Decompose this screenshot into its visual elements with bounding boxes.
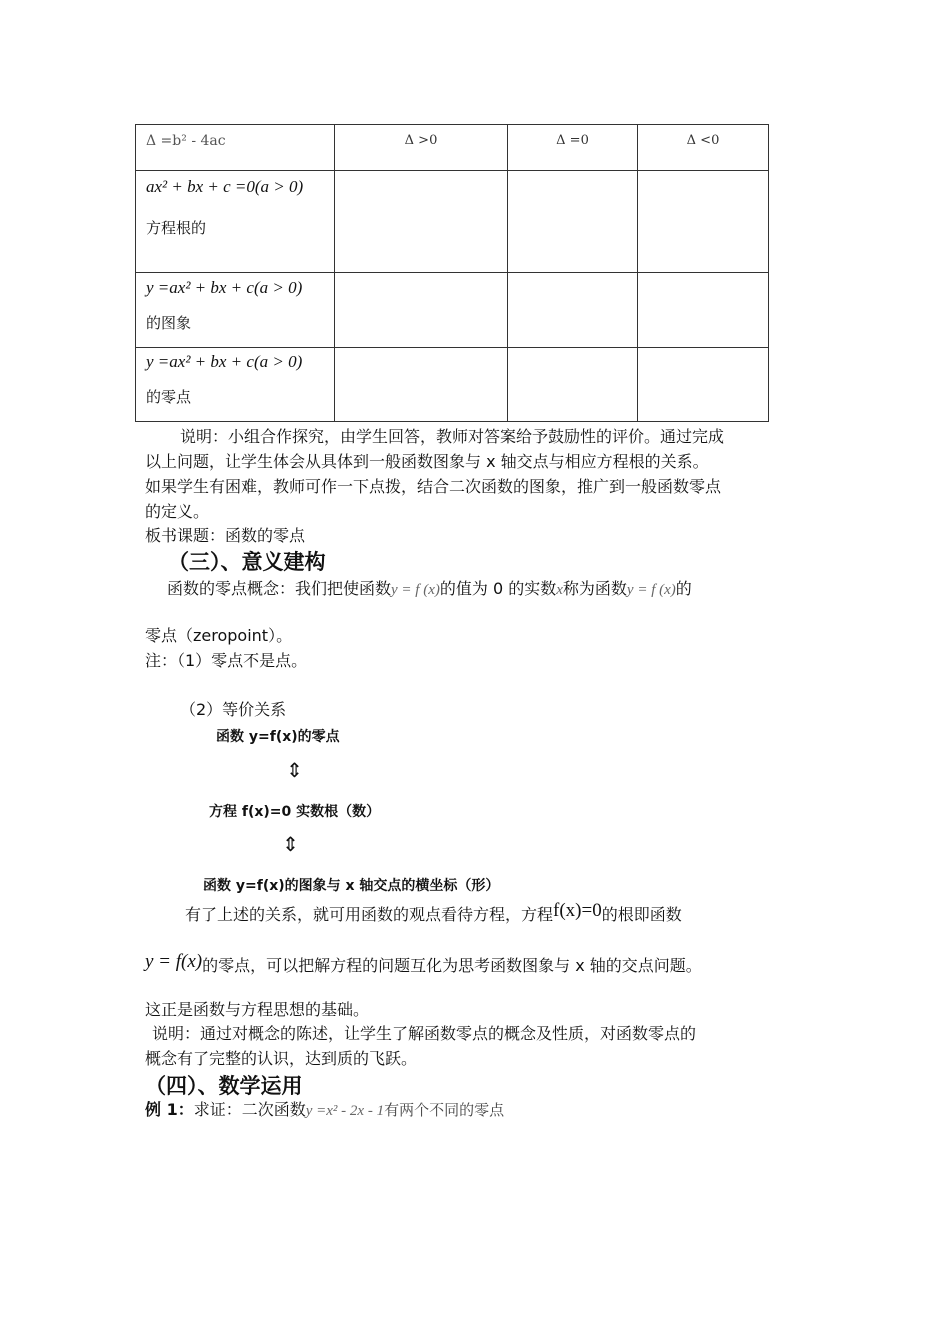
definition-continuation: 零点（zeropoint）。 [145,626,293,645]
definition-variable: x [556,582,563,598]
concept-note-line: 概念有了完整的认识，达到质的飞跃。 [145,1049,418,1068]
header-cell-discriminant [136,125,335,171]
table-row-function-graph [136,273,769,348]
note-paragraph-line: 的定义。 [145,502,210,521]
section-4-heading: （四）、数学运用 [145,1074,303,1098]
example-text: 求证：二次函数 [193,1100,306,1119]
zero-definition [167,577,692,602]
table-cell [335,273,508,348]
board-title: 板书课题：函数的零点 [145,526,306,545]
note-paragraph-line: 如果学生有困难，教师可作一下点拨，结合二次函数的图象，推广到一般函数零点 [145,477,722,496]
row-label-cell [136,273,335,348]
note-paragraph-line: 以上问题，让学生体会从具体到一般函数图象与 x 轴交点与相应方程根的关系。 [145,452,709,471]
definition-text: 的 [675,579,692,598]
equivalence-graph-intersection: 函数 y=f(x)的图象与 x 轴交点的横坐标（形） [203,878,500,894]
example-text: 有两个不同的零点 [384,1101,505,1119]
definition-function: y = f (x) [626,582,676,598]
example-1 [145,1098,504,1123]
example-function: y =x² - 2x - 1 [305,1103,385,1119]
note-paragraph-line: 说明：小组合作探究，由学生回答，教师对答案给予鼓励性的评价。通过完成 [180,427,725,446]
equation-fx-zero: f(x)=0 [553,900,602,921]
table-cell [508,273,638,348]
note-zero-not-point: 注：（1）零点不是点。 [145,651,308,670]
equivalence-equation-root: 方程 f(x)=0 实数根（数） [209,804,381,820]
note-equivalence: （2）等价关系 [180,700,287,719]
table-cell [508,348,638,422]
table-cell [638,171,769,273]
table-cell [335,348,508,422]
row-formula: ax² + bx + c =0(a > 0) [146,177,304,196]
row-label: 的零点 [146,388,192,406]
row-label-cell [136,171,335,273]
relation-text: 的零点，可以把解方程的问题互化为思考函数图象与 x 轴的交点问题。 [202,956,702,975]
double-arrow-icon: ⇕ [282,832,299,856]
relation-paragraph [145,951,702,978]
relation-text: 的根即函数 [601,905,682,924]
table-cell [335,171,508,273]
definition-text: 函数的零点概念：我们把使函数 [167,579,392,598]
table-cell [638,273,769,348]
row-label-cell [136,348,335,422]
row-label: 的图象 [146,314,192,332]
header-cell-negative [638,125,769,171]
table-row-function-zeros [136,348,769,422]
header-cell-zero [508,125,638,171]
definition-function: y = f (x) [391,582,440,598]
concept-note-line: 说明：通过对概念的陈述，让学生了解函数零点的概念及性质，对函数零点的 [152,1024,697,1043]
table-row-equation-roots [136,171,769,273]
definition-text: 的值为 0 的实数 [439,579,557,598]
function-y-fx: y = f(x) [145,951,203,972]
section-3-heading: （三）、意义建构 [168,550,326,574]
discriminant-table [135,124,769,422]
relation-text: 有了上述的关系，就可用函数的观点看待方程，方程 [185,905,554,924]
table-cell [638,348,769,422]
row-formula: y =ax² + bx + c(a > 0) [146,278,303,297]
relation-paragraph [185,900,682,927]
foundation-sentence: 这正是函数与方程思想的基础。 [145,1000,370,1019]
row-label: 方程根的 [146,219,207,237]
condition-positive: Δ >0 [404,133,438,148]
condition-negative: Δ <0 [686,133,720,148]
table-header-row [136,125,769,171]
example-label: 例 1： [145,1100,194,1119]
condition-zero: Δ =0 [556,133,589,148]
equivalence-function-zero: 函数 y=f(x)的零点 [216,729,340,745]
row-formula: y =ax² + bx + c(a > 0) [146,352,303,371]
definition-text: 称为函数 [562,579,627,598]
table-cell [508,171,638,273]
header-cell-positive [335,125,508,171]
double-arrow-icon: ⇕ [286,758,303,782]
discriminant-formula: Δ =b² - 4ac [146,133,226,149]
